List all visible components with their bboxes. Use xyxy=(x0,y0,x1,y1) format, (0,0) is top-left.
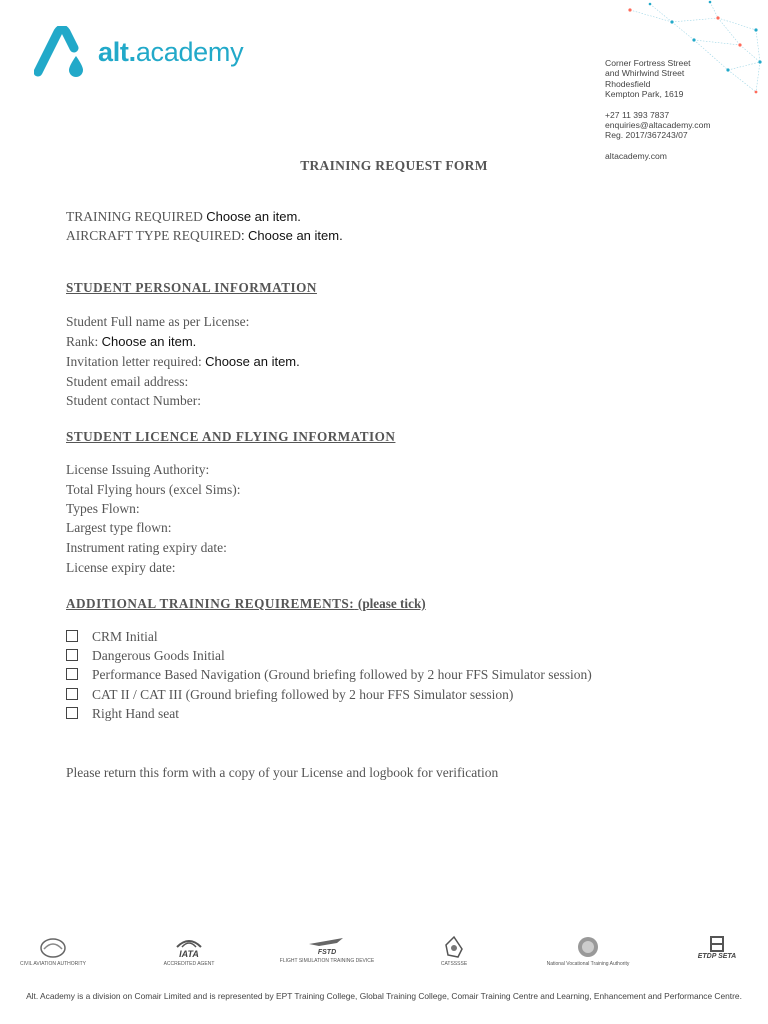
aircraft-type-row: AIRCRAFT TYPE REQUIRED: Choose an item. xyxy=(66,228,343,243)
invitation-label: Invitation letter required: xyxy=(66,354,202,369)
checkbox[interactable] xyxy=(66,649,78,661)
address-line: Rhodesfield xyxy=(605,78,651,89)
training-required-dropdown[interactable]: Choose an item. xyxy=(206,209,301,224)
website-link[interactable]: altacademy.com xyxy=(605,150,667,161)
checkbox[interactable] xyxy=(66,688,78,700)
aircraft-type-dropdown[interactable]: Choose an item. xyxy=(248,228,343,243)
checkbox-label: Performance Based Navigation (Ground briefing followed by 2 hour FFS Simulator session) xyxy=(92,667,592,682)
fstd-logo: FSTD FLIGHT SIMULATION TRAINING DEVICE xyxy=(300,935,354,964)
checkbox-row xyxy=(66,667,592,683)
address-block xyxy=(605,58,711,161)
checkbox-row xyxy=(66,706,179,722)
training-required-label: TRAINING REQUIRED xyxy=(66,209,203,224)
licence-field[interactable]: License Issuing Authority: xyxy=(66,462,210,477)
return-note: Please return this form with a copy of your License and logbook for verification xyxy=(66,765,499,780)
address-line: Corner Fortress Street xyxy=(605,58,691,68)
checkbox-label: CAT II / CAT III (Ground briefing followed by 2 hour FFS Simulator session) xyxy=(92,687,514,702)
personal-info-heading: STUDENT PERSONAL INFORMATION xyxy=(66,280,317,295)
sacaa-logo: CIVIL AVIATION AUTHORITY xyxy=(30,935,76,967)
rank-dropdown[interactable]: Choose an item. xyxy=(101,334,197,349)
licence-field[interactable]: Total Flying hours (excel Sims): xyxy=(66,482,241,497)
checkbox-label: Dangerous Goods Initial xyxy=(92,648,225,663)
iata-globe-icon xyxy=(174,935,204,949)
fstd-plane-icon xyxy=(307,935,347,949)
checkbox[interactable] xyxy=(66,707,78,719)
footer-text: Alt. Academy is a division on Comair Limited and is represented by EPT Training College, Global Training College, Comair Training Centre and Learning, Enhancement and Performance Centre. xyxy=(26,991,742,1001)
aircraft-type-label: AIRCRAFT TYPE REQUIRED xyxy=(66,228,242,243)
rank-row xyxy=(66,334,196,350)
brand-logo xyxy=(34,24,243,80)
iata-logo: IATA ACCREDITED AGENT xyxy=(164,935,214,967)
alt-logo-icon xyxy=(34,26,92,78)
address-line: and Whirlwind Street xyxy=(605,68,685,79)
additional-training-heading: ADDITIONAL TRAINING REQUIREMENTS: (please tick) xyxy=(66,596,426,611)
invitation-row xyxy=(66,354,300,370)
accreditation-logos xyxy=(19,935,750,975)
licence-field[interactable]: License expiry date: xyxy=(66,560,176,575)
checkbox-row xyxy=(66,648,225,664)
qcto-logo: National Vocational Training Authority xyxy=(558,935,618,967)
checkbox[interactable] xyxy=(66,668,78,680)
checkbox[interactable] xyxy=(66,630,78,642)
cats-logo: CATSSSSE xyxy=(434,935,474,967)
qcto-globe-icon xyxy=(576,935,600,959)
checkbox-row xyxy=(66,629,158,645)
licence-info-heading: STUDENT LICENCE AND FLYING INFORMATION xyxy=(66,429,396,444)
checkbox-row xyxy=(66,687,513,703)
cats-emblem-icon xyxy=(442,935,466,959)
form-title: TRAINING REQUEST FORM xyxy=(300,158,488,173)
licence-field[interactable]: Largest type flown: xyxy=(66,520,172,535)
training-required-row xyxy=(66,209,301,225)
email-link[interactable]: enquiries@altacademy.com xyxy=(605,120,711,131)
brand-name: alt.academy xyxy=(98,36,244,67)
registration-number: Reg. 2017/367243/07 xyxy=(605,130,688,141)
licence-field[interactable]: Types Flown: xyxy=(66,501,140,516)
phone-number: +27 11 393 7837 xyxy=(605,109,670,120)
invitation-dropdown[interactable]: Choose an item. xyxy=(205,354,300,369)
etdp-seta-logo: ETDP SETA xyxy=(694,935,740,960)
checkbox-label: Right Hand seat xyxy=(92,706,179,721)
checkbox-label: CRM Initial xyxy=(92,629,158,644)
etdp-mark-icon xyxy=(707,935,727,953)
licence-field[interactable]: Instrument rating expiry date: xyxy=(66,540,227,555)
sacaa-emblem-icon xyxy=(38,935,68,959)
email-field[interactable]: Student email address: xyxy=(66,374,189,389)
rank-label: Rank: xyxy=(66,334,99,349)
contact-number-field[interactable]: Student contact Number: xyxy=(66,393,201,408)
full-name-field[interactable]: Student Full name as per License: xyxy=(66,314,250,329)
address-line: Kempton Park, 1619 xyxy=(605,89,684,100)
